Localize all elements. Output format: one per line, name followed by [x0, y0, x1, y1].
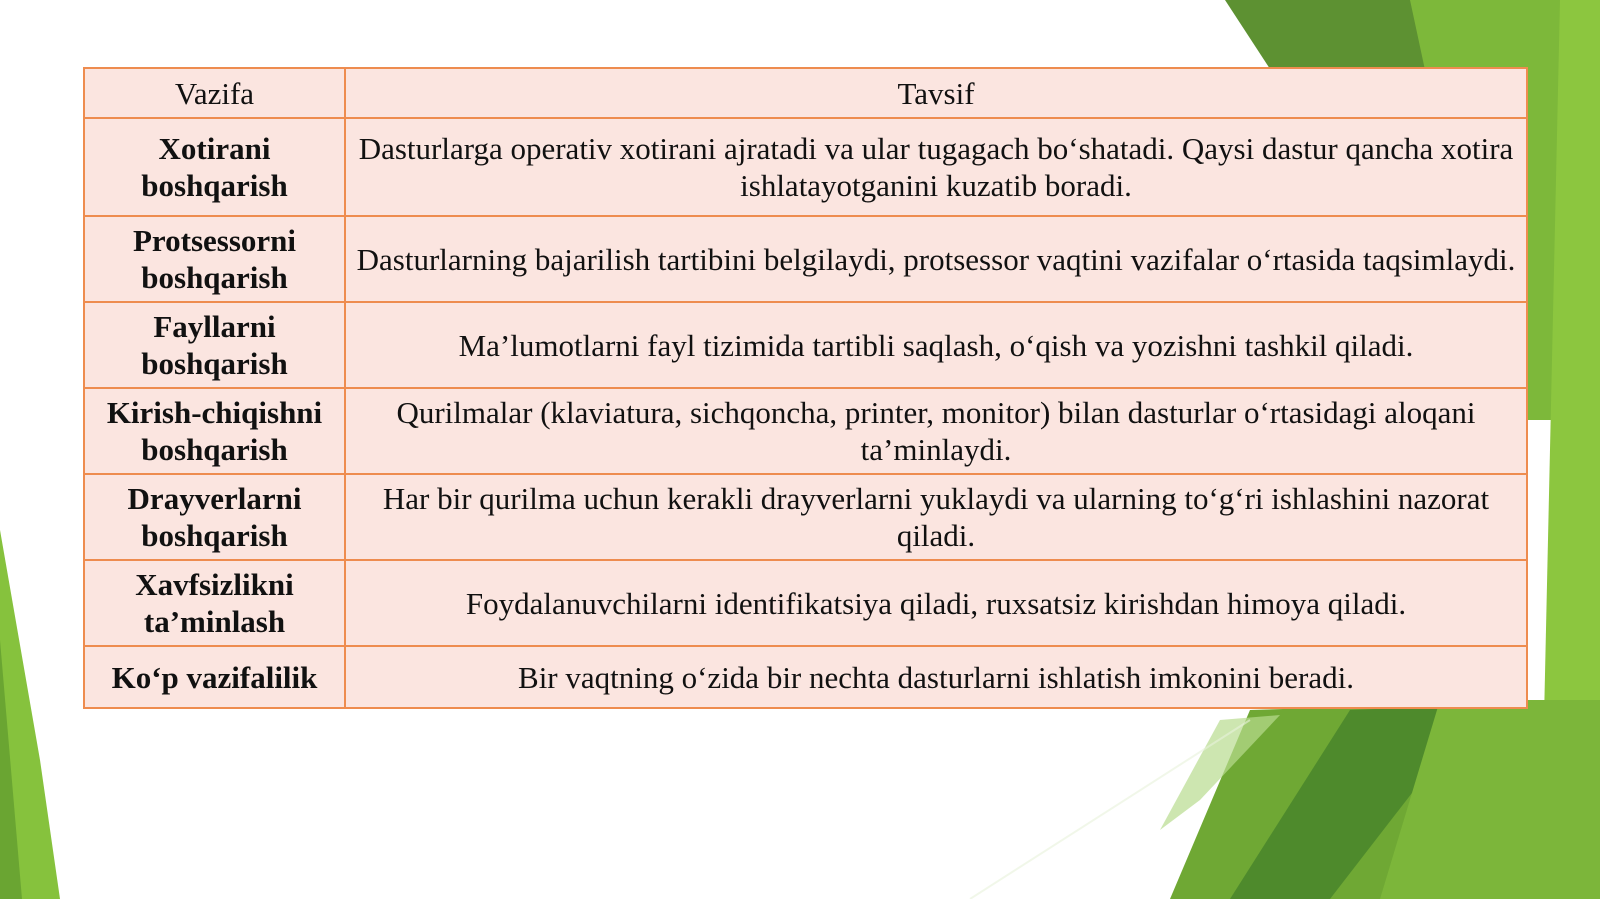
description-cell: Dasturlarga operativ xotirani ajratadi va ular tugagach bo‘shatadi. Qaysi dastur qancha xotira ishlatayotganini kuzatib boradi. [345, 118, 1527, 216]
table-row [84, 302, 1527, 388]
task-cell: Fayllarni boshqarish [84, 302, 345, 388]
table-row [84, 474, 1527, 560]
task-cell: Drayverlarni boshqarish [84, 474, 345, 560]
description-cell: Bir vaqtning o‘zida bir nechta dasturlarni ishlatish imkonini beradi. [345, 646, 1527, 708]
task-cell: Kirish-chiqishni boshqarish [84, 388, 345, 474]
table-row [84, 646, 1527, 708]
header-tavsif: Tavsif [345, 68, 1527, 118]
description-cell: Qurilmalar (klaviatura, sichqoncha, printer, monitor) bilan dasturlar o‘rtasidagi aloqani ta’minlaydi. [345, 388, 1527, 474]
table-row [84, 118, 1527, 216]
tasks-table-container [83, 67, 1528, 709]
table-row [84, 560, 1527, 646]
table-row [84, 388, 1527, 474]
header-vazifa: Vazifa [84, 68, 345, 118]
task-cell: Xotirani boshqarish [84, 118, 345, 216]
task-cell: Protsessorni boshqarish [84, 216, 345, 302]
description-cell: Har bir qurilma uchun kerakli drayverlarni yuklaydi va ularning to‘g‘ri ishlashini nazorat qiladi. [345, 474, 1527, 560]
description-cell: Ma’lumotlarni fayl tizimida tartibli saqlash, o‘qish va yozishni tashkil qiladi. [345, 302, 1527, 388]
description-cell: Dasturlarning bajarilish tartibini belgilaydi, protsessor vaqtini vazifalar o‘rtasida taqsimlaydi. [345, 216, 1527, 302]
task-cell: Ko‘p vazifalilik [84, 646, 345, 708]
os-tasks-table [83, 67, 1528, 709]
table-row [84, 216, 1527, 302]
description-cell: Foydalanuvchilarni identifikatsiya qiladi, ruxsatsiz kirishdan himoya qiladi. [345, 560, 1527, 646]
task-cell: Xavfsizlikni ta’minlash [84, 560, 345, 646]
table-header-row [84, 68, 1527, 118]
